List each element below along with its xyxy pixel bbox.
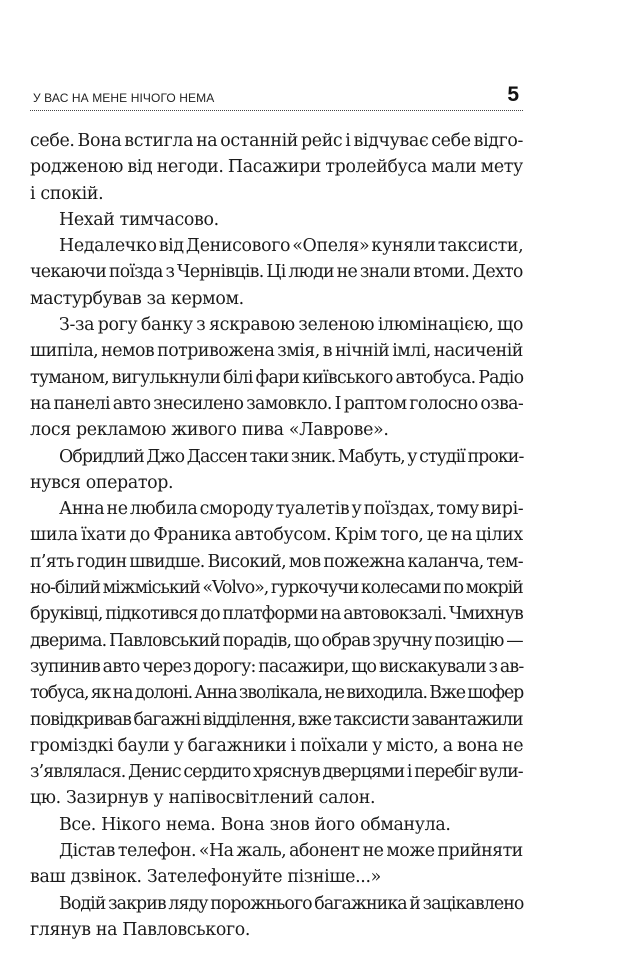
text-line: зупинив авто через дорогу: пасажири, що вискакували з ав-: [30, 656, 524, 677]
running-title: У ВАС НА МЕНЕ НІЧОГО НЕМА: [33, 91, 215, 105]
text-line: громіздкі баули у багажники і поїхали у місто, а вона не: [30, 735, 524, 756]
text-line: Обридлий Джо Дассен таки зник. Мабуть, у студії прoки-: [59, 446, 524, 467]
text-line: повідкривав багажні відділення, вже таксисти завантажили: [30, 709, 523, 730]
text-line: но-білий міжміський «Volvo», гуркочучи колесами по мокрій: [30, 578, 523, 599]
text-line: себе. Вона встигла на останній рейс і відчуває себе відго-: [30, 131, 524, 151]
text-line: і спокій.: [30, 183, 104, 204]
text-line: тобуса, як на долоні. Анна зволікала, не виходила. Вже шофер: [30, 683, 524, 704]
text-line: З-за рогу банку з яскравою зеленою ілюмінацією, що: [59, 315, 524, 336]
text-line: Нехай тимчасово.: [59, 209, 219, 230]
text-line: нувся оператор.: [30, 472, 174, 493]
text-line: глянув на Павловського.: [30, 919, 250, 940]
text-line: ваш дзвінок. Зателефонуйте пізніше...»: [30, 867, 381, 888]
text-line: туманом, вигулькнули білі фари київського автобуса. Радіо: [30, 367, 524, 388]
page-header: [30, 82, 523, 111]
text-line: на панелі авто знесилено замовкло. І раптом голосно озва-: [30, 393, 524, 414]
text-line: шила їхати до Франика автобусом. Крім того, це на цілих: [30, 525, 523, 546]
text-line: Водій закрив ляду порожнього багажника й зацікавлено: [59, 893, 524, 914]
text-line: Анна не любила смороду туалетів у поїздах, тому вирі-: [59, 499, 524, 520]
text-line: бруківці, підкотився до платформи на автовокзалі. Чмихнув: [30, 604, 523, 625]
text-line: Недалечко від Денисового «Опеля» куняли таксисти,: [59, 236, 524, 257]
text-line: дверима. Павловський порадів, що обрав зручну позицію —: [30, 630, 523, 651]
text-line: родженою від негоди. Пасажири тролейбуса мали мету: [30, 157, 523, 178]
text-line: п’ять годин швидше. Високий, мов пожежна каланча, тем-: [30, 551, 523, 572]
text-line: цю. Зазирнув у напівосвітлений салон.: [30, 788, 376, 809]
text-line: Дістав телефон. «На жаль, абонент не може прийняти: [59, 841, 523, 862]
text-body: [30, 128, 523, 943]
text-line: лося рекламою живого пива «Лаврове».: [30, 420, 389, 441]
text-line: чекаючи поїзда з Чернівців. Ці люди не знали втоми. Дехто: [30, 262, 523, 283]
text-line: мастурбував за кермом.: [30, 288, 244, 309]
text-line: з’являлася. Денис сердито хряснув дверцями і перебіг вули-: [30, 762, 523, 783]
page-number: 5: [507, 83, 519, 106]
text-line: Все. Нікого нема. Вона знов його обманула.: [59, 814, 451, 835]
text-line: шипіла, немов потривожена змія, в нічній імлі, насиченій: [30, 341, 523, 362]
